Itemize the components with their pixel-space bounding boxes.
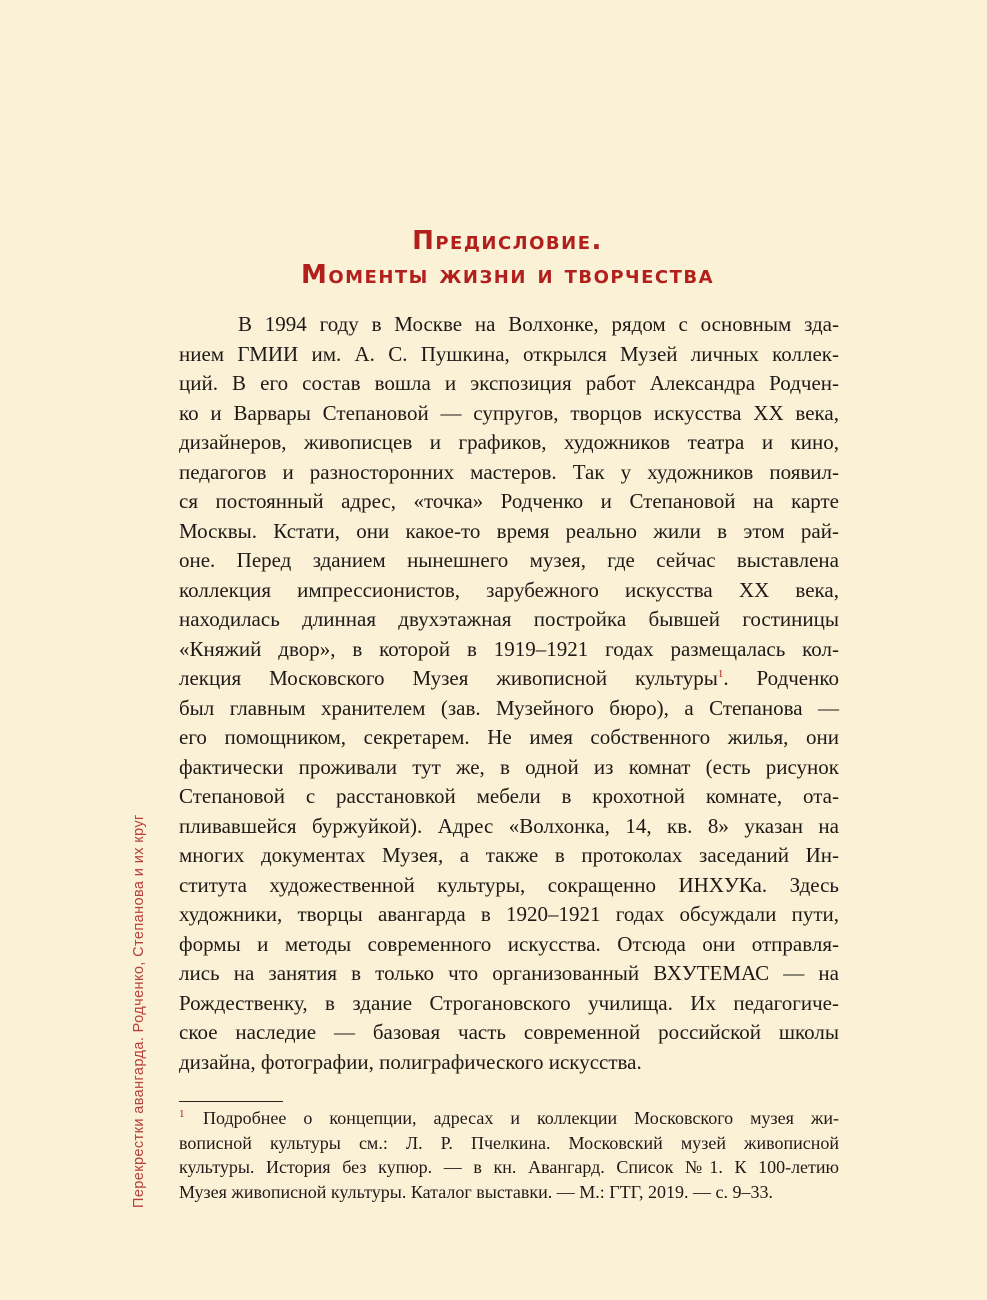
body-line: нием ГМИИ им. А. С. Пушкина, открылся Музей личных коллек-: [179, 341, 839, 366]
chapter-heading: [180, 224, 835, 292]
body-line: ко и Варвары Степановой — супругов, творцов искусства XX века,: [179, 400, 839, 425]
footnote-line-text: Подробнее о концепции, адресах и коллекции Московского музея жи-: [203, 1108, 839, 1128]
footnote-line: Музея живописной культуры. Каталог выставки. — М.: ГТГ, 2019. — с. 9–33.: [179, 1181, 774, 1202]
body-line: находилась длинная двухэтажная постройка бывшей гостиницы: [179, 607, 839, 631]
body-line: пливавшейся буржуйкой). Адрес «Волхонка, 14, кв. 8» указан на: [179, 813, 839, 838]
footnote-line: вописной культуры см.: Л. Р. Пчелкина. Московский музей живописной: [179, 1132, 839, 1153]
body-line: педагогов и разносторонних мастеров. Так у художников появил-: [179, 459, 839, 484]
body-line: В 1994 году в Москве на Волхонке, рядом с основным зда-: [238, 312, 839, 336]
body-line: фактически проживали тут же, в одной из комнат (есть рисунок: [179, 754, 839, 779]
body-line: «Княжий двор», в которой в 1919–1921 годах размещалась кол-: [179, 636, 839, 661]
body-line: ское наследие — базовая часть современной российской школы: [179, 1020, 839, 1044]
body-line: ся постоянный адрес, «точка» Родченко и Степановой на карте: [179, 489, 839, 513]
body-line: Степановой с расстановкой мебели в крохотной комнате, ота-: [179, 784, 839, 808]
body-line: Рождественку, в здание Строгановского училища. Их педагогиче-: [179, 990, 839, 1015]
body-paragraph: [179, 310, 839, 1077]
body-line: художники, творцы авангарда в 1920–1921 годах обсуждали пути,: [179, 902, 839, 926]
body-line: ций. В его состав вошла и экспозиция работ Александра Родчен-: [179, 371, 839, 395]
body-line: дизайна, фотографии, полиграфического искусства.: [179, 1049, 642, 1074]
footnote-line: культуры. История без купюр. — в кн. Авангард. Список №1. К 100-летию: [179, 1157, 839, 1177]
body-line: формы и методы современного искусства. Отсюда они отправля-: [179, 931, 839, 956]
body-line: оне. Перед зданием нынешнего музея, где сейчас выставлена: [179, 548, 839, 572]
body-line: многих документах Музея, а также в протоколах заседаний Ин-: [179, 843, 839, 867]
body-line: ститута художественной культуры, сокращенно ИНХУКа. Здесь: [179, 872, 839, 897]
body-line-with-footnote-ref: [179, 664, 839, 694]
chapter-heading-line-1: Предисловие.: [412, 226, 603, 256]
body-line: его помощником, секретарем. Не имея собственного жилья, они: [179, 725, 839, 749]
body-line-text: лекция Московского Музея живописной культуры: [179, 666, 718, 690]
chapter-heading-line-2: Моменты жизни и творчества: [300, 260, 715, 290]
footnote: [179, 1106, 839, 1204]
footnote-number: 1: [179, 1108, 185, 1120]
body-line: дизайнеров, живописцев и графиков, художников театра и кино,: [179, 430, 839, 454]
body-line-text: . Родченко: [723, 666, 840, 690]
body-line: Москвы. Кстати, они какое-то время реально жили в этом рай-: [179, 518, 839, 543]
footnote-reference[interactable]: 1: [717, 668, 724, 680]
footnote-divider: [179, 1101, 283, 1102]
footnote-line: [179, 1106, 839, 1131]
body-line: был главным хранителем (зав. Музейного бюро), а Степанова —: [179, 695, 839, 720]
body-line: коллекция импрессионистов, зарубежного искусства XX века,: [179, 577, 839, 602]
running-head: Перекрестки авангарда. Родченко, Степанова и их круг: [131, 814, 147, 1208]
body-line: лись на занятия в только что организованный ВХУТЕМАС — на: [179, 961, 839, 985]
